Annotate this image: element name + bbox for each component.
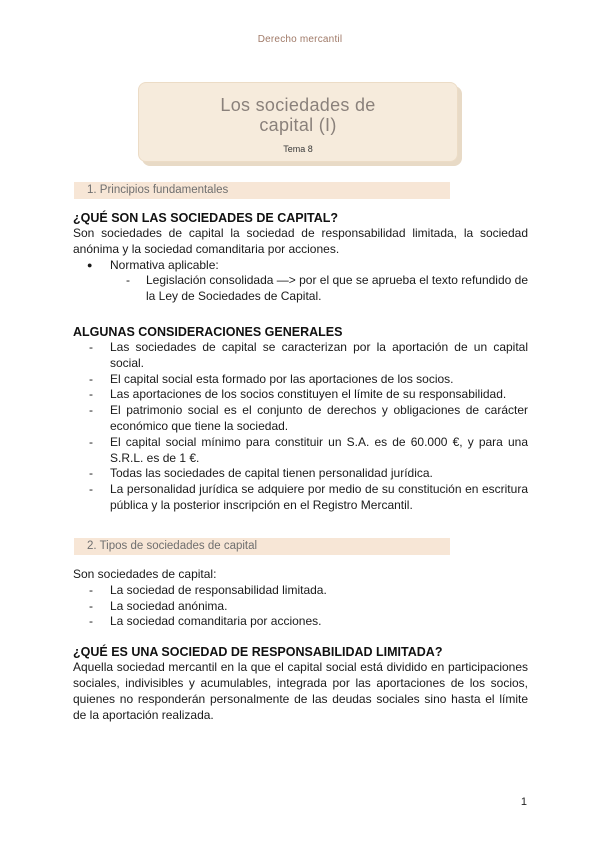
document-subtitle: Tema 8 — [283, 144, 313, 154]
list-item-text: Legislación consolidada —> por el que se aprueba el texto refundido de la Ley de Sociedades de Capital. — [146, 273, 528, 304]
list-item — [73, 614, 528, 630]
srl-definition-paragraph: Aquella sociedad mercantil en la que el capital social está dividido en participaciones sociales, indivisibles y acumulables, integrada por las aportaciones de los socios, quienes no responderán personalmente de las deudas sociales sino hasta el límite de la aportación realizada. — [73, 660, 528, 722]
dash-marker: - — [89, 466, 93, 481]
list-item — [73, 435, 528, 467]
considerations-list — [73, 340, 528, 514]
considerations-heading: ALGUNAS CONSIDERACIONES GENERALES — [73, 324, 343, 339]
list-item-text: La sociedad de responsabilidad limitada. — [110, 582, 327, 597]
list-item-text: La sociedad comanditaria por acciones. — [110, 614, 322, 629]
list-item — [73, 403, 528, 435]
section-2-content — [73, 567, 528, 723]
dash-marker: - — [89, 403, 93, 418]
list-item-text: Todas las sociedades de capital tienen personalidad jurídica. — [110, 466, 433, 481]
list-item — [73, 583, 528, 599]
bullet-marker: ● — [87, 259, 93, 270]
list-item — [73, 340, 528, 372]
definition-paragraph: Son sociedades de capital la sociedad de responsabilidad limitada, la sociedad anónima y la sociedad comanditaria por acciones. — [73, 226, 528, 256]
dash-marker: - — [89, 371, 93, 386]
document-title — [139, 95, 457, 135]
dash-marker: - — [89, 434, 93, 449]
dash-marker: - — [89, 482, 93, 497]
page-number: 1 — [520, 796, 527, 808]
list-item — [73, 372, 528, 388]
title-line-2: capital (I) — [259, 115, 337, 135]
list-item-text: La personalidad jurídica se adquiere por medio de su constitución en escritura pública y la posterior inscripción en el Registro Mercantil. — [110, 482, 528, 512]
list-item-text: El capital social mínimo para constituir un S.A. es de 60.000 €, y para una S.R.L. es de 1 €. — [110, 434, 528, 465]
list-item — [73, 599, 528, 615]
section-heading-tipos: 2. Tipos de sociedades de capital — [74, 538, 450, 555]
dash-marker: - — [89, 614, 93, 629]
running-header: Derecho mercantil — [257, 34, 343, 45]
list-item — [73, 466, 528, 482]
question-heading-que-son: ¿QUÉ SON LAS SOCIEDADES DE CAPITAL? — [73, 211, 339, 225]
dash-marker: - — [89, 387, 93, 402]
list-item-text: Normativa aplicable: — [110, 257, 219, 272]
list-item — [73, 273, 528, 305]
section-1-content — [73, 210, 528, 514]
bullet-list — [73, 258, 528, 274]
dash-marker: - — [126, 273, 130, 288]
list-item-text: Las aportaciones de los socios constituyen el límite de su responsabilidad. — [110, 387, 507, 402]
dash-marker: - — [89, 582, 93, 597]
dash-marker: - — [89, 339, 93, 354]
dash-marker: - — [89, 598, 93, 613]
title-box — [138, 82, 458, 162]
title-line-1: Los sociedades de — [220, 95, 376, 115]
section-heading-principios: 1. Principios fundamentales — [74, 182, 450, 199]
list-item-text: Las sociedades de capital se caracterizan por la aportación de un capital social. — [110, 339, 528, 370]
types-intro: Son sociedades de capital: — [73, 567, 217, 581]
list-item — [73, 482, 528, 514]
sub-list — [73, 273, 528, 305]
question-heading-srl: ¿QUÉ ES UNA SOCIEDAD DE RESPONSABILIDAD LIMITADA? — [73, 645, 443, 660]
list-item — [73, 258, 528, 274]
types-list — [73, 583, 528, 630]
list-item-text: La sociedad anónima. — [110, 598, 228, 613]
list-item-text: El capital social esta formado por las aportaciones de los socios. — [110, 371, 454, 386]
list-item — [73, 387, 528, 403]
list-item-text: El patrimonio social es el conjunto de derechos y obligaciones de carácter económico que tiene la sociedad. — [110, 403, 528, 433]
